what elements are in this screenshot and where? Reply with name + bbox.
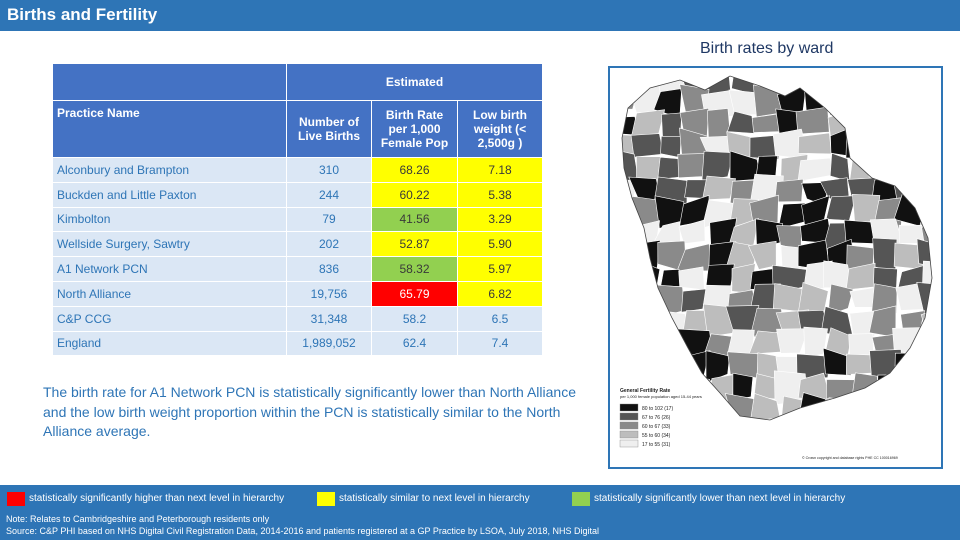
ward-polygon — [775, 179, 803, 202]
ward-polygon — [751, 422, 783, 445]
ward-polygon — [610, 332, 638, 361]
birth-rate-cell: 58.2 — [372, 306, 458, 331]
map-legend-swatch — [620, 440, 638, 447]
table-row — [53, 331, 543, 356]
ward-polygon — [894, 377, 925, 399]
ward-polygon — [798, 133, 831, 154]
table-row — [53, 207, 543, 232]
ward-polygon — [610, 239, 640, 265]
practice-name-cell: C&P CCG — [53, 306, 287, 331]
table-row — [53, 232, 543, 257]
birth-rate-cell: 58.32 — [372, 257, 458, 282]
ward-polygon — [924, 178, 941, 204]
ward-polygon — [895, 353, 925, 380]
ward-polygon — [917, 151, 941, 180]
green-legend-swatch — [572, 492, 590, 506]
ward-polygon — [918, 136, 941, 157]
ward-polygon — [871, 68, 903, 94]
ward-polygon — [922, 68, 941, 90]
table-row — [53, 281, 543, 306]
live-births-cell: 244 — [287, 182, 372, 207]
ward-polygon — [917, 398, 941, 425]
summary-text: The birth rate for A1 Network PCN is statistically significantly lower than North Alliance and the low birth weight proportion within the PCN is statistically similar to the North Alliance average. — [43, 384, 576, 439]
practice-name-cell: North Alliance — [53, 281, 287, 306]
ward-polygon — [826, 196, 856, 221]
map-legend-swatch — [620, 413, 638, 420]
map-legend-title: General Fertility Rate — [620, 388, 671, 394]
low-birth-weight-cell: 5.38 — [458, 182, 543, 207]
ward-polygon — [871, 398, 904, 425]
low-birth-weight-cell: 5.97 — [458, 257, 543, 282]
birth-rate-cell: 68.26 — [372, 158, 458, 183]
yellow-legend-label: statistically similar to next level in hierarchy — [339, 493, 530, 504]
red-legend-swatch — [7, 492, 25, 506]
green-legend-label: statistically significantly lower than next level in hierarchy — [594, 493, 846, 504]
practice-name-cell: England — [53, 331, 287, 356]
birth-rate-cell: 41.56 — [372, 207, 458, 232]
ward-polygon — [894, 71, 921, 87]
ward-polygon — [706, 264, 734, 288]
low-birth-weight-header: Low birth weight (< 2,500g ) — [458, 101, 543, 158]
ward-map — [608, 66, 943, 469]
birth-rate-header: Birth Rate per 1,000 Female Pop — [372, 101, 458, 158]
low-birth-weight-cell: 6.82 — [458, 281, 543, 306]
live-births-cell: 1,989,052 — [287, 331, 372, 356]
ward-polygon — [871, 88, 900, 113]
ward-polygon — [916, 88, 941, 116]
practice-name-header: Practice Name — [53, 101, 287, 158]
ward-polygon — [725, 393, 756, 425]
ward-polygon — [846, 86, 880, 115]
ward-polygon — [894, 132, 925, 162]
ward-polygon — [676, 416, 711, 446]
footer-note: Note: Relates to Cambridgeshire and Peterborough residents only — [6, 514, 270, 524]
ward-polygon — [702, 419, 729, 445]
map-legend-label: 17 to 55 (31) — [642, 442, 671, 448]
ward-polygon — [678, 153, 706, 177]
ward-polygon — [850, 288, 875, 308]
ward-polygon — [825, 86, 855, 115]
yellow-legend-swatch — [317, 492, 335, 506]
ward-polygon — [826, 398, 855, 422]
ward-polygon — [898, 416, 926, 448]
live-births-cell: 836 — [287, 257, 372, 282]
table-row — [53, 257, 543, 282]
ward-polygon — [918, 108, 941, 134]
birth-rate-cell: 65.79 — [372, 281, 458, 306]
ward-polygon — [820, 68, 851, 94]
practice-name-cell: Kimbolton — [53, 207, 287, 232]
ward-polygon — [728, 352, 760, 378]
birth-data-table — [52, 63, 543, 356]
map-legend-label: 60 to 67 (33) — [642, 424, 671, 430]
ward-polygon — [917, 350, 941, 381]
ward-polygon — [893, 154, 924, 180]
ward-polygon — [636, 240, 660, 271]
ward-polygon — [798, 416, 826, 445]
live-births-header: Number of Live Births — [287, 101, 372, 158]
ward-polygon — [846, 396, 875, 426]
live-births-cell: 202 — [287, 232, 372, 257]
map-copyright: © Crown copyright and database rights PHE CC 100016969 — [802, 456, 898, 460]
ward-polygon — [875, 136, 902, 161]
ward-polygon — [776, 416, 809, 444]
table-row — [53, 182, 543, 207]
ward-polygon — [631, 134, 664, 158]
birth-rate-cell: 62.4 — [372, 331, 458, 356]
practice-name-cell: Wellside Surgery, Sawtry — [53, 232, 287, 257]
ward-polygon — [653, 355, 688, 376]
birth-rate-cell: 52.87 — [372, 232, 458, 257]
ward-polygon — [776, 329, 808, 354]
ward-polygon — [661, 113, 681, 138]
ward-polygon — [661, 269, 681, 286]
map-legend-swatch — [620, 431, 638, 438]
ward-polygon — [826, 415, 857, 445]
ward-polygon — [631, 314, 665, 333]
live-births-cell: 79 — [287, 207, 372, 232]
map-title: Birth rates by ward — [700, 40, 834, 57]
practice-name-cell: Buckden and Little Paxton — [53, 182, 287, 207]
slide-title: Births and Fertility — [7, 5, 158, 24]
ward-polygon — [851, 110, 877, 135]
ward-polygon — [846, 416, 881, 445]
ward-polygon — [610, 418, 641, 443]
ward-polygon — [869, 152, 903, 181]
ward-polygon — [917, 329, 941, 356]
map-legend-swatch — [620, 422, 638, 429]
ward-polygon — [631, 327, 663, 355]
table-corner — [53, 64, 287, 101]
map-legend-label: 55 to 60 (34) — [642, 433, 671, 439]
ward-polygon — [610, 284, 640, 314]
ward-polygon — [894, 85, 923, 116]
table-row — [53, 306, 543, 331]
ward-polygon — [920, 199, 941, 228]
ward-polygon — [610, 68, 635, 96]
low-birth-weight-cell: 5.90 — [458, 232, 543, 257]
ward-polygon — [877, 375, 899, 405]
ward-polygon — [852, 373, 879, 400]
low-birth-weight-cell: 3.29 — [458, 207, 543, 232]
ward-polygon — [846, 130, 877, 158]
live-births-cell: 19,756 — [287, 281, 372, 306]
low-birth-weight-cell: 7.4 — [458, 331, 543, 356]
ward-polygon — [634, 287, 658, 313]
practice-name-cell: A1 Network PCN — [53, 257, 287, 282]
estimated-header: Estimated — [287, 64, 543, 101]
ward-map-graphic — [610, 68, 941, 467]
ward-polygon — [893, 109, 925, 140]
ward-polygon — [611, 352, 635, 377]
map-legend-label: 80 to 102 (17) — [642, 406, 674, 412]
ward-polygon — [916, 379, 941, 403]
ward-polygon — [677, 397, 712, 426]
practice-name-cell: Alconbury and Brampton — [53, 158, 287, 183]
ward-polygon — [874, 421, 899, 446]
ward-polygon — [610, 224, 638, 246]
ward-polygon — [725, 421, 758, 443]
ward-polygon — [632, 352, 660, 382]
ward-polygon — [844, 68, 877, 97]
low-birth-weight-cell: 7.18 — [458, 158, 543, 183]
map-legend-subtitle: per 1,000 female population aged 15-44 years — [620, 394, 702, 399]
ward-polygon — [679, 267, 705, 290]
ward-polygon — [916, 416, 941, 446]
ward-polygon — [798, 158, 833, 181]
live-births-cell: 31,348 — [287, 306, 372, 331]
ward-polygon — [610, 262, 640, 294]
map-legend-label: 67 to 76 (26) — [642, 415, 671, 421]
birth-rate-cell: 60.22 — [372, 182, 458, 207]
ward-polygon — [871, 113, 902, 132]
ward-polygon — [678, 351, 710, 378]
live-births-cell: 310 — [287, 158, 372, 183]
footer-source: Source: C&P PHI based on NHS Digital Civil Registration Data, 2014-2016 and patients registered at a GP Practice by LSOA, July 2018, NHS Digital — [6, 526, 599, 536]
ward-polygon — [893, 400, 926, 426]
map-legend-swatch — [620, 404, 638, 411]
ward-polygon — [610, 305, 641, 335]
low-birth-weight-cell: 6.5 — [458, 306, 543, 331]
ward-polygon — [657, 285, 685, 316]
slide-title-bar — [0, 0, 960, 31]
red-legend-label: statistically significantly higher than next level in hierarchy — [29, 493, 285, 504]
table-row — [53, 158, 543, 183]
